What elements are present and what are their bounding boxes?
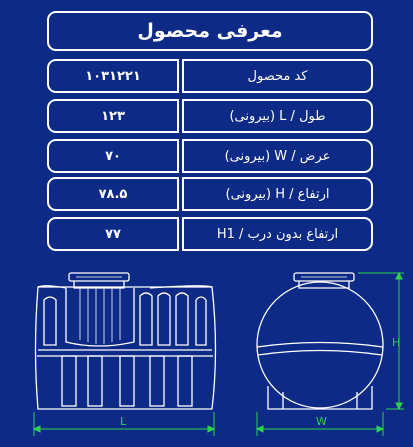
spec-label: عرض / W (بیرونی) xyxy=(182,139,373,173)
width-dimension-label: W xyxy=(316,415,327,428)
tank-front-view xyxy=(257,273,383,409)
spec-value: ۷۷ xyxy=(47,217,179,251)
tank-side-view xyxy=(36,273,216,409)
length-dimension-label: L xyxy=(120,415,127,428)
spec-value: ۷۰ xyxy=(47,139,179,173)
spec-label: ارتفاع بدون درب / H1 xyxy=(182,217,373,251)
spec-value: ۷۸.۵ xyxy=(47,177,179,211)
spec-label: ارتفاع / H (بیرونی) xyxy=(182,177,373,211)
spec-value: ۱۲۳ xyxy=(47,99,179,133)
page-title: معرفی محصول xyxy=(47,11,373,51)
spec-label: طول / L (بیرونی) xyxy=(182,99,373,133)
spec-value: ۱۰۳۱۲۲۱ xyxy=(47,59,179,93)
height-dimension-label: H xyxy=(392,336,401,349)
spec-label: کد محصول xyxy=(182,59,373,93)
